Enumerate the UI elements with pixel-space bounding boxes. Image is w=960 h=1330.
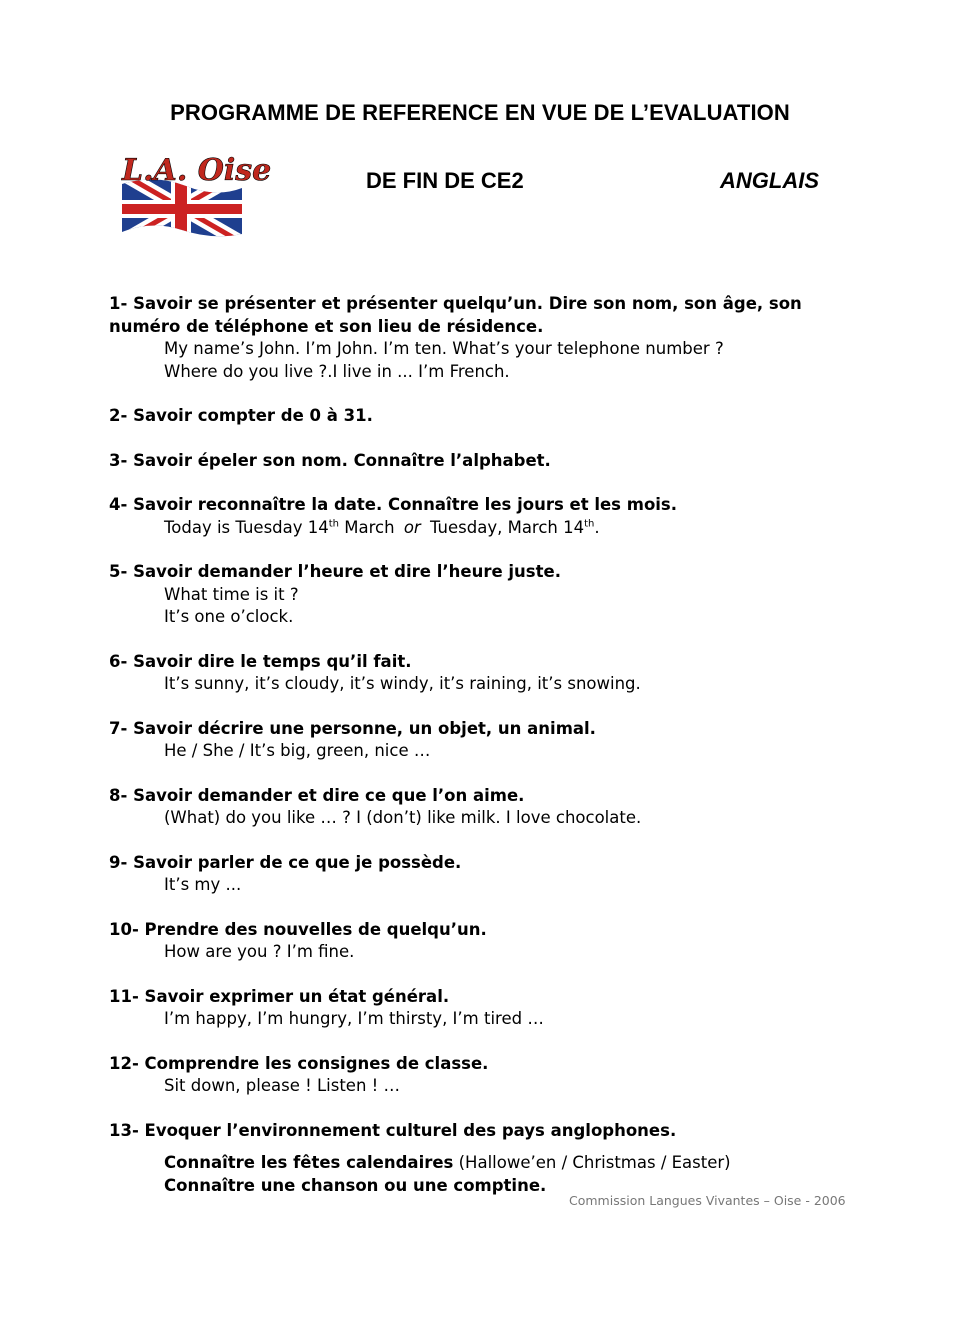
example-line: (What) do you like … ? I (don’t) like milk. I love chocolate. [164,808,642,827]
date-text: Tuesday, March 14 [424,517,585,537]
ordinal-suffix: th [328,518,340,529]
item-heading: 2- Savoir compter de 0 à 31. [109,406,373,425]
footer-credit: Commission Langues Vivantes – Oise - 2006 [569,1193,846,1208]
logo-uk-flag [116,150,272,240]
list-item [109,405,869,428]
example-line: Where do you live ?.I live in ... I’m French. [164,361,510,381]
example-line: It’s one o’clock. [164,607,294,626]
cultural-details [109,1152,869,1197]
logo-text: L.A. Oise [122,153,272,188]
list-item [109,1053,869,1098]
item-heading: 11- Savoir exprimer un état général. [109,986,450,1006]
date-text: Today is Tuesday 14 [164,517,329,537]
list-item [109,1120,869,1198]
list-item [109,718,869,763]
objectives-list [109,293,869,1219]
item-heading: 12- Comprendre les consignes de classe. [109,1053,489,1073]
date-text: March [339,517,400,537]
detail-line [164,1152,869,1175]
example-line: He / She / It’s big, green, nice … [164,741,431,760]
page-title: PROGRAMME DE REFERENCE EN VUE DE L’EVALUATION [170,100,790,125]
ordinal-suffix: th [584,518,595,529]
example-line-date [109,517,869,540]
item-heading: 5- Savoir demander l’heure et dire l’heure juste. [109,562,561,581]
list-item [109,561,869,629]
item-heading: 1- Savoir se présenter et présenter quelqu’un. Dire son nom, son âge, son numéro de téléphone et son lieu de résidence. [109,294,802,336]
language-label: ANGLAIS [720,168,819,193]
list-item [109,450,869,473]
item-heading: 7- Savoir décrire une personne, un objet, un animal. [109,718,596,738]
list-item [109,852,869,897]
item-heading: 4- Savoir reconnaître la date. Connaître les jours et les mois. [109,495,678,514]
list-item [109,293,869,383]
detail-text: (Hallowe’en / Christmas / Easter) [453,1153,731,1172]
list-item [109,651,869,696]
item-heading: 3- Savoir épeler son nom. Connaître l’alphabet. [109,450,551,470]
list-item [109,494,869,539]
item-heading: 6- Savoir dire le temps qu’il fait. [109,651,412,671]
example-line: My name’s John. I’m John. I’m ten. What’s your telephone number ? [164,339,724,358]
example-line: It’s my ... [164,875,242,894]
list-item [109,785,869,830]
list-item [109,986,869,1031]
item-heading: 9- Savoir parler de ce que je possède. [109,852,462,872]
detail-bold: Connaître les fêtes calendaires [164,1153,454,1172]
example-line: How are you ? I’m fine. [164,942,355,961]
item-heading: 10- Prendre des nouvelles de quelqu’un. [109,919,487,939]
item-heading: 13- Evoquer l’environnement culturel des pays anglophones. [109,1120,677,1140]
or-word: or [403,517,421,537]
detail-bold: Connaître une chanson ou une comptine. [164,1175,547,1195]
list-item [109,919,869,964]
example-line: I’m happy, I’m hungry, I’m thirsty, I’m tired … [164,1009,544,1028]
example-line: Sit down, please ! Listen ! … [164,1076,401,1095]
page-subtitle: DE FIN DE CE2 [366,168,524,193]
example-line: What time is it ? [164,584,299,604]
example-line: It’s sunny, it’s cloudy, it’s windy, it’s raining, it’s snowing. [164,674,641,693]
item-heading: 8- Savoir demander et dire ce que l’on aime. [109,785,525,805]
date-text: . [594,517,600,537]
